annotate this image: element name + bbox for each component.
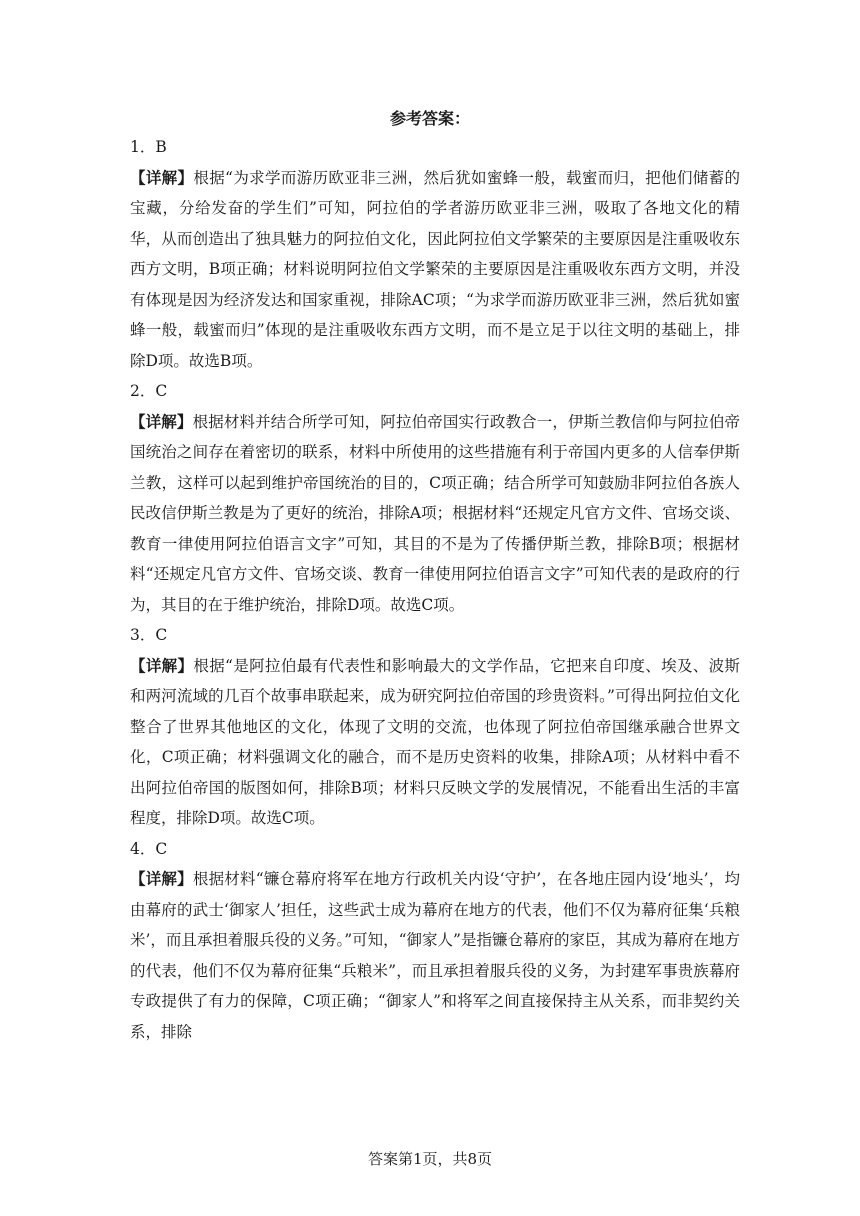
answer-number: 3．C xyxy=(130,626,168,644)
explanation-text: 根据材料并结合所学可知，阿拉伯帝国实行政教合一，伊斯兰教信仰与阿拉伯帝国统治之间存在着密切的联系，材料中所使用的这些措施有利于帝国内更多的人信奉伊斯兰教，这样可以起到维护帝国统治的目的，C项正确；结合所学可知鼓励非阿拉伯各族人民改信伊斯兰教是为了更好的统治，排除A项；根据材料“还规定凡官方文件、官场交谈、教育一律使用阿拉伯语言文字”可知，其目的不是为了传播伊斯兰教，排除B项；根据材料“还规定凡官方文件、官场交谈、教育一律使用阿拉伯语言文字”可知代表的是政府的行为，其目的在于维护统治，排除D项。故选C项。 xyxy=(130,412,740,614)
explanation-text: 根据“是阿拉伯最有代表性和影响最大的文学作品，它把来自印度、埃及、波斯和两河流域的几百个故事串联起来，成为研究阿拉伯帝国的珍贵资料。”可得出阿拉伯文化整合了世界其他地区的文化，体现了文明的交流，也体现了阿拉伯帝国继承融合世界文化，C项正确；材料强调文化的融合，而不是历史资料的收集，排除A项；从材料中看不出阿拉伯帝国的版图如何，排除B项；材料只反映文学的发展情况，不能看出生活的丰富程度，排除D项。故选C项。 xyxy=(130,656,740,827)
answer-explanation xyxy=(130,163,740,377)
answer-number: 1．B xyxy=(130,138,167,156)
answer-number: 2．C xyxy=(130,382,168,400)
page-footer: 答案第1页，共8页 xyxy=(367,1150,493,1168)
answers-body xyxy=(130,132,740,1047)
answer-explanation xyxy=(130,407,740,621)
detail-tag: 【详解】 xyxy=(130,869,193,888)
detail-tag: 【详解】 xyxy=(130,411,193,431)
explanation-text: 根据材料“镰仓幕府将军在地方行政机关内设‘守护’，在各地庄园内设‘地头’，均由幕府的武士‘御家人’担任，这些武士成为幕府在地方的代表，他们不仅为幕府征集‘兵粮米’，而且承担着服兵役的义务。”可知，“御家人”是指镰仓幕府的家臣，其成为幕府在地方的代表，他们不仅为幕府征集“兵粮米”，而且承担着服兵役的义务，为封建军事贵族幕府专政提供了有力的保障，C项正确；“御家人”和将军之间直接保持主从关系，而非契约关系，排除 xyxy=(130,870,740,1041)
detail-tag: 【详解】 xyxy=(130,167,194,187)
answer-explanation xyxy=(130,864,740,1047)
explanation-text: 根据“为求学而游历欧亚非三洲，然后犹如蜜蜂一般，载蜜而归，把他们储蓄的宝藏，分给发奋的学生们”可知，阿拉伯的学者游历欧亚非三洲，吸取了各地文化的精华，从而创造出了独具魅力的阿拉伯文化，因此阿拉伯文学繁荣的主要原因是注重吸收东西方文明，B项正确；材料说明阿拉伯文学繁荣的主要原因是注重吸收东西方文明，并没有体现是因为经济发达和国家重视，排除AC项；“为求学而游历欧亚非三洲，然后犹如蜜蜂一般，载蜜而归”体现的是注重吸收东西方文明，而不是立足于以往文明的基础上，排除D项。故选B项。 xyxy=(130,168,740,370)
answer-explanation xyxy=(130,651,740,834)
page-title: 参考答案： xyxy=(389,109,470,128)
detail-tag: 【详解】 xyxy=(130,655,194,675)
answer-number: 4．C xyxy=(130,839,168,858)
